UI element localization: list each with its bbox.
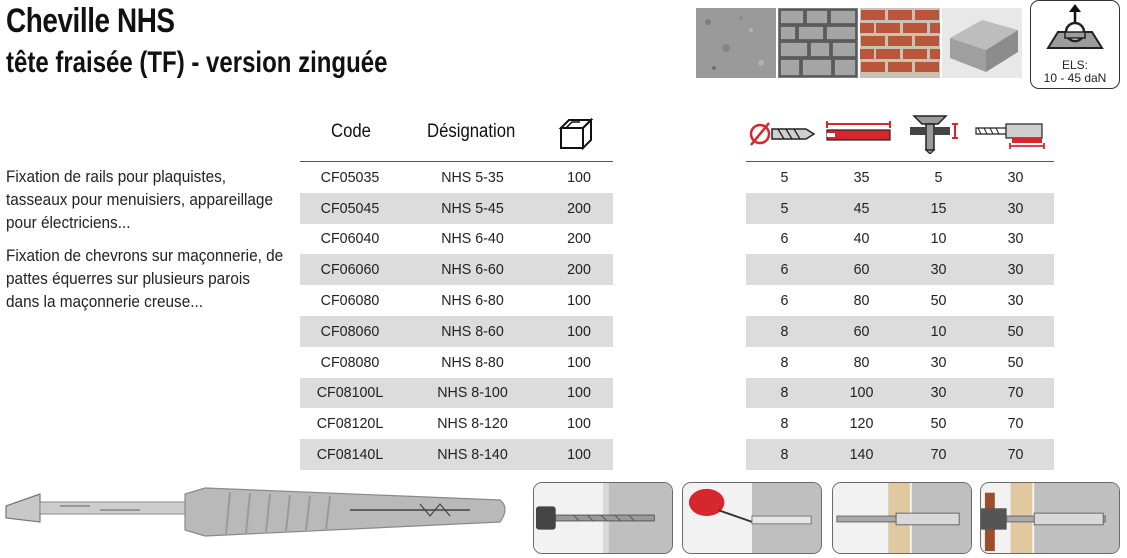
cell-length: 60 xyxy=(853,322,870,340)
hammer-step-icon xyxy=(980,482,1120,554)
insert-step-icon xyxy=(832,482,972,554)
cell-depth: 30 xyxy=(1007,168,1024,186)
cell-designation: NHS 8-120 xyxy=(437,415,508,433)
blow-out-step-icon xyxy=(682,482,822,554)
header-designation: Désignation xyxy=(427,121,516,142)
cell-length: 40 xyxy=(853,230,870,248)
cell-code: CF06080 xyxy=(320,292,380,310)
drilling-step-icon xyxy=(533,482,673,554)
cell-diameter: 8 xyxy=(780,353,789,371)
table-row xyxy=(300,378,613,409)
cell-designation: NHS 8-140 xyxy=(437,446,508,464)
cell-code: CF05045 xyxy=(320,199,380,217)
table-row xyxy=(300,316,613,347)
els-badge xyxy=(1030,0,1120,89)
cell-length: 60 xyxy=(853,261,870,279)
cell-depth: 30 xyxy=(1007,292,1024,310)
cell-fixture: 10 xyxy=(930,322,947,340)
cell-qty: 100 xyxy=(567,168,591,186)
header-code: Code xyxy=(331,121,371,142)
description-masonry: Fixation de chevrons sur maçonnerie, de pattes équerres sur plusieurs parois dans la maçonnerie creuse... xyxy=(6,247,284,311)
stone-wall-icon xyxy=(778,8,858,78)
table-row xyxy=(746,254,1054,285)
cell-designation: NHS 5-35 xyxy=(441,168,504,186)
anchor-length-icon xyxy=(824,120,894,148)
cell-code: CF08100L xyxy=(316,384,384,402)
table-row xyxy=(746,224,1054,255)
cell-fixture: 50 xyxy=(930,415,947,433)
cell-length: 140 xyxy=(849,446,874,464)
cell-qty: 100 xyxy=(567,415,591,433)
table-row xyxy=(746,162,1054,193)
anchor-product-image xyxy=(0,466,510,558)
table-row xyxy=(300,162,613,193)
load-anchor-icon xyxy=(1040,4,1110,58)
cell-depth: 70 xyxy=(1007,446,1024,464)
cell-designation: NHS 8-100 xyxy=(437,384,508,402)
cell-fixture: 30 xyxy=(930,261,947,279)
cell-code: CF06040 xyxy=(320,230,380,248)
cell-diameter: 5 xyxy=(780,199,789,217)
cell-depth: 30 xyxy=(1007,261,1024,279)
cellular-concrete-block-icon xyxy=(942,8,1022,78)
table-row xyxy=(746,408,1054,439)
table-row xyxy=(746,347,1054,378)
cell-diameter: 5 xyxy=(780,168,789,186)
cell-length: 80 xyxy=(853,292,870,310)
fixture-thickness-icon xyxy=(908,114,962,154)
table-row xyxy=(300,224,613,255)
cell-designation: NHS 8-80 xyxy=(441,353,504,371)
cell-qty: 100 xyxy=(567,322,591,340)
cell-code: CF05035 xyxy=(320,168,380,186)
cell-length: 100 xyxy=(849,384,874,402)
brick-wall-icon xyxy=(860,8,940,78)
cell-code: CF06060 xyxy=(320,261,380,279)
cell-qty: 200 xyxy=(567,230,591,248)
product-table-right xyxy=(746,161,1054,470)
els-label-line1: ELS: xyxy=(1061,58,1088,72)
cell-fixture: 30 xyxy=(930,353,947,371)
table-row xyxy=(300,254,613,285)
table-row xyxy=(746,193,1054,224)
table-row xyxy=(300,285,613,316)
cell-length: 35 xyxy=(853,168,870,186)
cell-length: 120 xyxy=(849,415,874,433)
cell-length: 80 xyxy=(853,353,870,371)
cell-qty: 200 xyxy=(567,261,591,279)
cell-depth: 70 xyxy=(1007,384,1024,402)
cell-diameter: 6 xyxy=(780,292,789,310)
cell-diameter: 8 xyxy=(780,415,789,433)
cell-depth: 30 xyxy=(1007,230,1024,248)
cell-code: CF08120L xyxy=(316,415,384,433)
cell-qty: 100 xyxy=(567,292,591,310)
cell-fixture: 30 xyxy=(930,384,947,402)
page-subtitle: tête fraisée (TF) - version zinguée xyxy=(6,46,388,79)
product-table-left xyxy=(300,161,613,470)
description-applications: Fixation de rails pour plaquistes, tasseaux pour menuisiers, appareillage pour électriciens... xyxy=(6,168,273,232)
table-row xyxy=(746,378,1054,409)
cell-qty: 100 xyxy=(567,353,591,371)
cell-diameter: 8 xyxy=(780,322,789,340)
cell-diameter: 8 xyxy=(780,384,789,402)
cell-fixture: 10 xyxy=(930,230,947,248)
table-row xyxy=(300,193,613,224)
box-icon xyxy=(558,116,594,150)
cell-diameter: 6 xyxy=(780,261,789,279)
concrete-icon xyxy=(696,8,776,78)
table-row xyxy=(746,439,1054,470)
cell-code: CF08060 xyxy=(320,322,380,340)
cell-length: 45 xyxy=(853,199,870,217)
table-row xyxy=(300,408,613,439)
cell-depth: 50 xyxy=(1007,322,1024,340)
els-label-line2: 10 - 45 daN xyxy=(1043,71,1107,85)
cell-qty: 100 xyxy=(567,446,591,464)
cell-depth: 70 xyxy=(1007,415,1024,433)
table-row xyxy=(746,285,1054,316)
embedment-depth-icon xyxy=(974,120,1052,150)
drill-diameter-icon xyxy=(748,120,818,148)
cell-designation: NHS 8-60 xyxy=(441,322,504,340)
cell-designation: NHS 6-40 xyxy=(441,230,504,248)
cell-designation: NHS 6-80 xyxy=(441,292,504,310)
cell-fixture: 50 xyxy=(930,292,947,310)
cell-code: CF08080 xyxy=(320,353,380,371)
cell-fixture: 70 xyxy=(930,446,947,464)
cell-designation: NHS 6-60 xyxy=(441,261,504,279)
cell-code: CF08140L xyxy=(316,446,384,464)
cell-depth: 30 xyxy=(1007,199,1024,217)
cell-diameter: 6 xyxy=(780,230,789,248)
cell-qty: 100 xyxy=(567,384,591,402)
cell-fixture: 15 xyxy=(930,199,947,217)
cell-fixture: 5 xyxy=(934,168,943,186)
cell-diameter: 8 xyxy=(780,446,789,464)
cell-designation: NHS 5-45 xyxy=(441,199,504,217)
cell-depth: 50 xyxy=(1007,353,1024,371)
page-title: Cheville NHS xyxy=(6,2,175,40)
table-row xyxy=(746,316,1054,347)
table-row xyxy=(300,347,613,378)
cell-qty: 200 xyxy=(567,199,591,217)
